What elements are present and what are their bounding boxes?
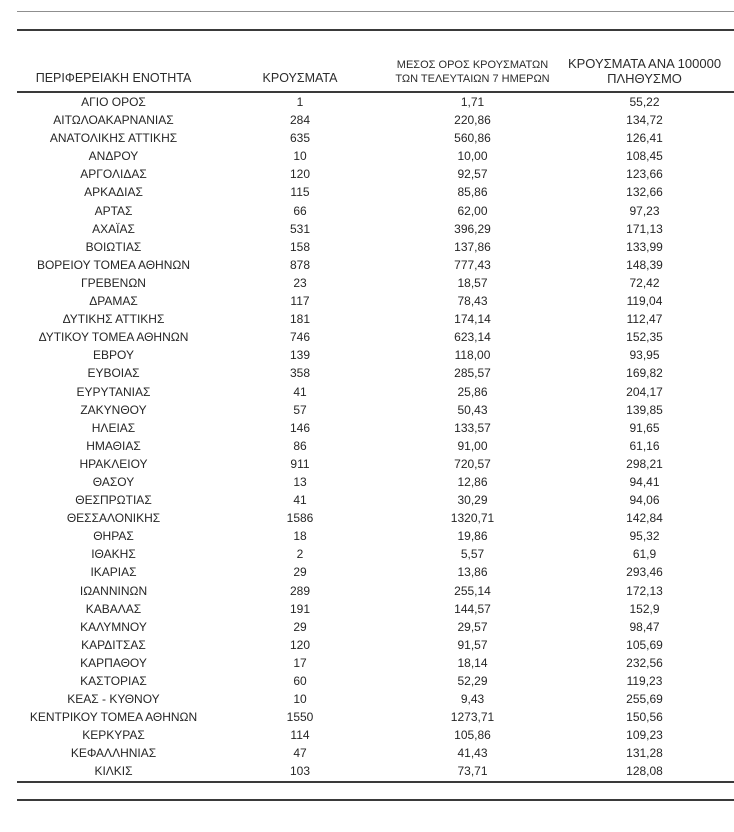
avg7-cell: 50,43 [457,402,488,417]
region-cell: ΖΑΚΥΝΘΟΥ [80,402,147,417]
column-header-cases [210,31,390,92]
per100k-cell: 128,08 [626,764,663,779]
table-row [17,220,734,238]
region-cell: ΑΝΑΤΟΛΙΚΗΣ ΑΤΤΙΚΗΣ [49,131,178,146]
table-row [17,274,734,292]
avg7-cell: 1273,71 [450,710,495,725]
region-cell: ΗΜΑΘΙΑΣ [86,438,141,453]
region-cell: ΓΡΕΒΕΝΩΝ [81,275,146,290]
table-row [17,183,734,201]
avg7-cell: 12,86 [457,474,488,489]
avg7-cell: 18,57 [457,275,488,290]
table-row [17,129,734,147]
per100k-cell: 61,16 [629,438,660,453]
region-cell: ΔΥΤΙΚΟΥ ΤΟΜΕΑ ΑΘΗΝΩΝ [38,330,189,345]
region-cell: ΚΑΡΠΑΘΟΥ [80,655,147,670]
avg7-cell: 255,14 [454,583,491,598]
cases-cell: 115 [290,185,310,200]
per100k-cell: 91,65 [629,420,660,435]
cases-cell: 47 [293,746,307,761]
column-header-per-100k-line1: ΚΡΟΥΣΜΑΤΑ ΑΝΑ 100000 [567,56,722,71]
table-row [17,111,734,129]
region-cell: ΑΙΤΩΛΟΑΚΑΡΝΑΝΙΑΣ [53,113,174,128]
table-row [17,672,734,690]
region-cell: ΑΡΤΑΣ [94,203,133,218]
per100k-cell: 204,17 [626,384,663,399]
region-cell: ΒΟΙΩΤΙΑΣ [85,239,142,254]
per100k-cell: 95,32 [629,529,660,544]
table-row [17,437,734,455]
per100k-cell: 232,56 [626,655,663,670]
cases-cell: 10 [293,692,307,707]
avg7-cell: 13,86 [457,565,488,580]
per100k-cell: 293,46 [626,565,663,580]
avg7-cell: 10,00 [457,149,488,164]
per100k-cell: 94,06 [629,493,660,508]
avg7-cell: 73,71 [457,764,488,779]
region-cell: ΗΛΕΙΑΣ [91,420,136,435]
region-cell: ΑΝΔΡΟΥ [88,149,139,164]
avg7-cell: 29,57 [457,619,488,634]
region-cell: ΑΡΚΑΔΙΑΣ [84,185,143,200]
table-row [17,636,734,654]
region-cell: ΑΧΑΪΑΣ [92,221,135,236]
avg7-cell: 720,57 [454,456,491,471]
avg7-cell: 560,86 [454,131,491,146]
per100k-cell: 152,9 [629,601,660,616]
table-row [17,238,734,256]
per100k-cell: 98,47 [629,619,660,634]
per100k-cell: 105,69 [626,637,663,652]
avg7-cell: 1,71 [460,95,485,109]
per100k-cell: 108,45 [626,149,663,164]
cases-cell: 60 [293,674,307,688]
column-header-per-100k [555,31,734,92]
region-cell: ΗΡΑΚΛΕΙΟΥ [79,456,148,471]
table-row [17,147,734,165]
avg7-cell: 144,57 [454,601,491,616]
table-header [17,31,734,92]
cases-cell: 1550 [286,710,314,725]
per100k-cell: 134,72 [626,113,663,128]
table-row [17,527,734,545]
avg7-cell: 41,43 [457,746,488,761]
per100k-cell: 119,23 [626,674,663,688]
region-cell: ΚΙΛΚΙΣ [94,764,133,779]
table-row [17,563,734,581]
cases-cell: 114 [290,728,310,743]
per100k-cell: 94,41 [629,474,660,489]
table-row [17,582,734,600]
table-row [17,509,734,527]
region-cell: ΘΑΣΟΥ [92,474,135,489]
region-cell: ΚΑΒΑΛΑΣ [85,601,142,616]
avg7-cell: 105,86 [454,728,491,743]
region-cell: ΘΕΣΣΑΛΟΝΙΚΗΣ [66,511,161,526]
cases-cell: 531 [289,221,311,236]
table-row [17,726,734,744]
avg7-cell: 52,29 [457,674,488,688]
per100k-cell: 298,21 [626,456,663,471]
avg7-cell: 92,57 [457,167,488,182]
table-row [17,364,734,382]
cases-cell: 878 [289,257,311,272]
avg7-cell: 174,14 [454,312,491,327]
table-row [17,92,734,111]
region-cell: ΚΕΝΤΡΙΚΟΥ ΤΟΜΕΑ ΑΘΗΝΩΝ [29,710,198,725]
region-cell: ΔΡΑΜΑΣ [89,294,138,309]
cases-cell: 57 [293,402,307,417]
avg7-cell: 91,00 [457,438,488,453]
cases-cell: 41 [293,384,307,399]
region-cell: ΙΩΑΝΝΙΝΩΝ [79,583,148,598]
per100k-cell: 132,66 [626,185,663,200]
table-row [17,545,734,563]
cases-table [17,31,734,783]
table-row [17,708,734,726]
table-row [17,473,734,491]
per100k-cell: 255,69 [626,692,663,707]
header-row [17,31,734,92]
cases-cell: 10 [293,149,307,164]
region-cell: ΘΗΡΑΣ [93,529,134,544]
column-header-region [17,31,210,92]
cases-cell: 911 [290,456,310,471]
column-header-7day-average [390,31,555,92]
avg7-cell: 18,14 [457,655,488,670]
cases-cell: 86 [293,438,307,453]
per100k-cell: 131,28 [626,746,663,761]
avg7-cell: 5,57 [460,547,485,562]
region-cell: ΚΑΛΥΜΝΟΥ [80,619,147,634]
avg7-cell: 19,86 [457,529,488,544]
per100k-cell: 112,47 [626,312,663,327]
per100k-cell: 142,84 [626,511,663,526]
per100k-cell: 148,39 [626,257,663,272]
per100k-cell: 55,22 [629,95,660,109]
per100k-cell: 109,23 [626,728,663,743]
region-cell: ΘΕΣΠΡΩΤΙΑΣ [75,493,152,508]
avg7-cell: 220,86 [454,113,491,128]
per100k-cell: 172,13 [626,583,663,598]
per100k-cell: 133,99 [626,239,663,254]
avg7-cell: 30,29 [457,493,488,508]
cases-cell: 2 [296,547,304,562]
avg7-cell: 91,57 [457,637,488,652]
cases-cell: 41 [293,493,307,508]
cases-cell: 29 [293,619,307,634]
cases-cell: 139 [289,348,311,363]
region-cell: ΕΥΡΥΤΑΝΙΑΣ [76,384,151,399]
avg7-cell: 777,43 [454,257,491,272]
cases-cell: 284 [289,113,311,128]
table-row [17,383,734,401]
avg7-cell: 62,00 [457,203,488,218]
per100k-cell: 119,04 [626,294,663,309]
per100k-cell: 61,9 [632,547,657,562]
table-row [17,401,734,419]
column-header-7day-average-line2: ΤΩΝ ΤΕΛΕΥΤΑΙΩΝ 7 ΗΜΕΡΩΝ [395,72,550,85]
avg7-cell: 25,86 [457,384,488,399]
table-row [17,618,734,636]
per100k-cell: 72,42 [629,275,660,290]
column-header-region-label: ΠΕΡΙΦΕΡΕΙΑΚΗ ΕΝΟΤΗΤΑ [35,71,192,85]
region-cell: ΚΑΡΔΙΤΣΑΣ [81,637,146,652]
per100k-cell: 150,56 [626,710,663,725]
top-rule-light [17,11,734,12]
cases-cell: 158 [289,239,311,254]
cases-cell: 146 [289,420,311,435]
avg7-cell: 9,43 [460,692,485,707]
table-row [17,202,734,220]
per100k-cell: 123,66 [626,167,663,182]
cases-cell: 1 [296,95,304,109]
region-cell: ΚΑΣΤΟΡΙΑΣ [80,674,147,688]
cases-cell: 17 [293,655,307,670]
cases-cell: 120 [289,637,311,652]
region-cell: ΚΕΑΣ - ΚΥΘΝΟΥ [67,692,160,707]
cases-cell: 358 [289,366,311,381]
table-row [17,491,734,509]
cases-cell: 120 [289,167,311,182]
avg7-cell: 1320,71 [450,511,495,526]
table-row [17,762,734,781]
table-row [17,292,734,310]
table-row [17,600,734,618]
cases-cell: 117 [290,294,310,309]
region-cell: ΔΥΤΙΚΗΣ ΑΤΤΙΚΗΣ [62,312,165,327]
table-row [17,690,734,708]
column-header-per-100k-line2: ΠΛΗΘΥΣΜΟ [607,71,682,86]
cases-cell: 29 [293,565,307,580]
cases-cell: 23 [293,275,307,290]
avg7-cell: 396,29 [454,221,491,236]
per100k-cell: 97,23 [629,203,660,218]
avg7-cell: 118,00 [454,348,491,363]
table-row [17,328,734,346]
table-row [17,346,734,364]
table-body [17,92,734,782]
per100k-cell: 93,95 [629,348,660,363]
table-row [17,165,734,183]
region-cell: ΚΕΡΚΥΡΑΣ [82,728,145,743]
avg7-cell: 78,43 [457,294,488,309]
cases-cell: 66 [293,203,307,218]
bottom-rule-dark [17,799,734,801]
region-cell: ΙΘΑΚΗΣ [91,547,136,562]
cases-cell: 103 [289,764,311,779]
region-cell: ΙΚΑΡΙΑΣ [90,565,137,580]
table-row [17,455,734,473]
per100k-cell: 152,35 [626,330,663,345]
avg7-cell: 623,14 [454,330,491,345]
cases-cell: 746 [289,330,311,345]
table-row [17,654,734,672]
cases-cell: 181 [289,312,311,327]
table-row [17,744,734,762]
avg7-cell: 133,57 [454,420,491,435]
cases-cell: 191 [289,601,311,616]
table-row [17,256,734,274]
table-row [17,419,734,437]
avg7-cell: 285,57 [454,366,491,381]
table-row [17,310,734,328]
per100k-cell: 169,82 [626,366,663,381]
region-cell: ΒΟΡΕΙΟΥ ΤΟΜΕΑ ΑΘΗΝΩΝ [36,257,191,272]
region-cell: ΚΕΦΑΛΛΗΝΙΑΣ [70,746,157,761]
column-header-cases-label: ΚΡΟΥΣΜΑΤΑ [262,71,338,85]
region-cell: ΑΡΓΟΛΙΔΑΣ [80,167,147,182]
region-cell: ΑΓΙΟ ΟΡΟΣ [81,95,146,109]
region-cell: ΕΥΒΟΙΑΣ [87,366,140,381]
avg7-cell: 85,86 [457,185,488,200]
avg7-cell: 137,86 [454,239,491,254]
cases-cell: 289 [289,583,311,598]
cases-cell: 13 [293,474,307,489]
per100k-cell: 171,13 [626,221,663,236]
column-header-7day-average-line1: ΜΕΣΟΣ ΟΡΟΣ ΚΡΟΥΣΜΑΤΩΝ [396,59,549,71]
cases-cell: 1586 [286,511,314,526]
cases-cell: 18 [293,529,307,544]
per100k-cell: 126,41 [626,131,663,146]
cases-cell: 635 [289,131,311,146]
region-cell: ΕΒΡΟΥ [93,348,134,363]
per100k-cell: 139,85 [626,402,663,417]
